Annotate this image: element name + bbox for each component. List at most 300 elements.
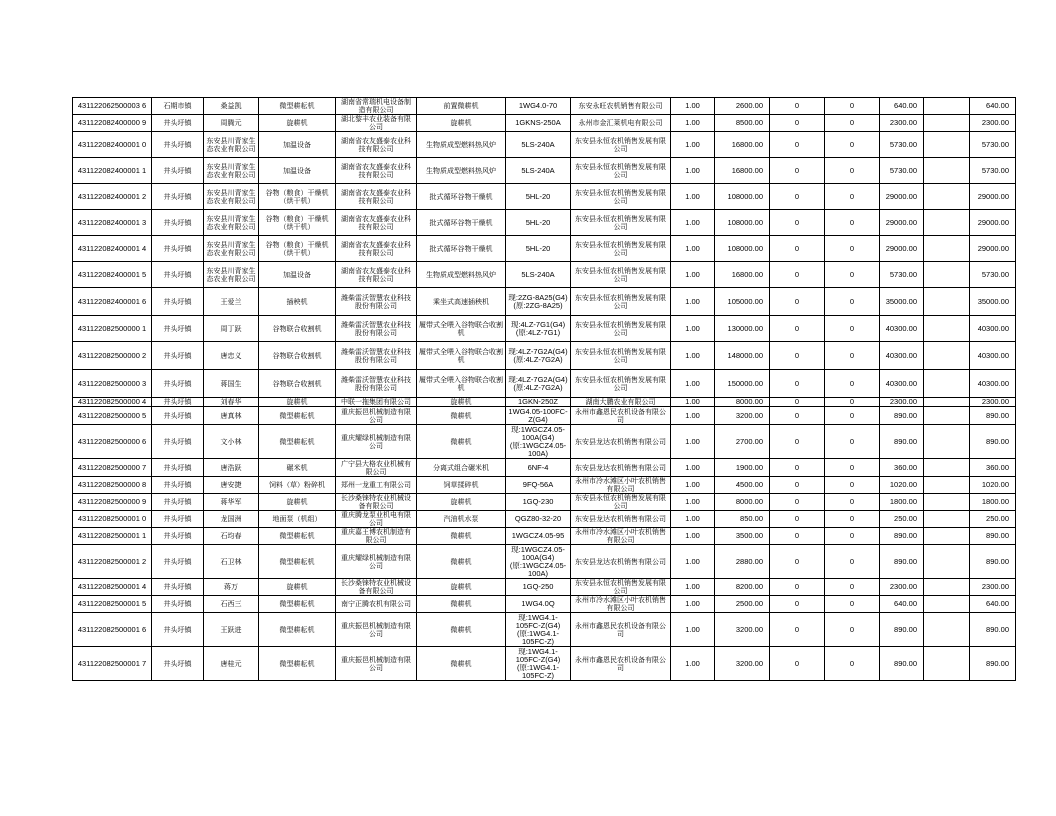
dealer-cell: 东安县永恒农机销售发展有限公司 xyxy=(571,158,671,184)
price-cell: 2600.00 xyxy=(715,98,770,115)
price-cell: 3200.00 xyxy=(715,647,770,681)
record-id-cell: 431122082400001 2 xyxy=(73,184,152,210)
maker-cell: 重庆振邑机械制造有限公司 xyxy=(336,647,417,681)
table-row xyxy=(73,459,1016,477)
town-cell: 井头圩镇 xyxy=(152,184,204,210)
table-row xyxy=(73,407,1016,425)
col-b-cell: 0 xyxy=(825,425,880,459)
product-cell: 微耕机 xyxy=(417,407,506,425)
subsidy-cell: 890.00 xyxy=(880,425,924,459)
col-a-cell: 0 xyxy=(770,511,825,528)
blank-cell xyxy=(924,459,970,477)
owner-cell: 东安县川青家生态农业有限公司 xyxy=(204,236,259,262)
product-cell: 旋耕机 xyxy=(417,398,506,407)
price-cell: 8500.00 xyxy=(715,115,770,132)
owner-cell: 唐桂元 xyxy=(204,647,259,681)
subsidy-cell: 1800.00 xyxy=(880,494,924,511)
record-id-cell: 431122082500001 5 xyxy=(73,596,152,613)
total-cell: 890.00 xyxy=(970,528,1016,545)
total-cell: 2300.00 xyxy=(970,579,1016,596)
dealer-cell: 永州市鑫恩民农机设备有限公司 xyxy=(571,613,671,647)
col-b-cell: 0 xyxy=(825,511,880,528)
category-cell: 旋耕机 xyxy=(259,494,336,511)
col-b-cell: 0 xyxy=(825,342,880,370)
record-id-cell: 431122082500000 5 xyxy=(73,407,152,425)
table-row xyxy=(73,288,1016,316)
model-cell: 1GQ-250 xyxy=(506,579,571,596)
quantity-cell: 1.00 xyxy=(671,407,715,425)
record-id-cell: 431122082500000 9 xyxy=(73,494,152,511)
owner-cell: 桑益凯 xyxy=(204,98,259,115)
product-cell: 履带式全喂入谷物联合收割机 xyxy=(417,370,506,398)
quantity-cell: 1.00 xyxy=(671,477,715,494)
product-cell: 前置微耕机 xyxy=(417,98,506,115)
category-cell: 碾米机 xyxy=(259,459,336,477)
col-b-cell: 0 xyxy=(825,115,880,132)
product-cell: 批式循环谷物干燥机 xyxy=(417,210,506,236)
record-id-cell: 431122082500000 7 xyxy=(73,459,152,477)
subsidy-cell: 40300.00 xyxy=(880,342,924,370)
maker-cell: 湖北黎丰农业装备有限公司 xyxy=(336,115,417,132)
subsidy-cell: 29000.00 xyxy=(880,236,924,262)
price-cell: 148000.00 xyxy=(715,342,770,370)
owner-cell: 东安县川青家生态农业有限公司 xyxy=(204,132,259,158)
product-cell: 生物质成型燃料热风炉 xyxy=(417,158,506,184)
category-cell: 旋耕机 xyxy=(259,398,336,407)
col-b-cell: 0 xyxy=(825,398,880,407)
product-cell: 生物质成型燃料热风炉 xyxy=(417,132,506,158)
table-row xyxy=(73,184,1016,210)
model-cell: 5HL-20 xyxy=(506,236,571,262)
col-b-cell: 0 xyxy=(825,494,880,511)
col-a-cell: 0 xyxy=(770,288,825,316)
dealer-cell: 东安县永恒农机销售发展有限公司 xyxy=(571,132,671,158)
total-cell: 890.00 xyxy=(970,613,1016,647)
product-cell: 汽油机水泵 xyxy=(417,511,506,528)
blank-cell xyxy=(924,613,970,647)
total-cell: 640.00 xyxy=(970,596,1016,613)
owner-cell: 唐真林 xyxy=(204,407,259,425)
price-cell: 2700.00 xyxy=(715,425,770,459)
blank-cell xyxy=(924,494,970,511)
blank-cell xyxy=(924,545,970,579)
record-id-cell: 431122082500001 7 xyxy=(73,647,152,681)
maker-cell: 潍柴雷沃智慧农业科技股份有限公司 xyxy=(336,288,417,316)
maker-cell: 潍柴雷沃智慧农业科技股份有限公司 xyxy=(336,316,417,342)
col-a-cell: 0 xyxy=(770,98,825,115)
maker-cell: 重庆耀绿机械制造有限公司 xyxy=(336,545,417,579)
maker-cell: 湖南省农友盛泰农业科技有限公司 xyxy=(336,132,417,158)
model-cell: 现:1WGCZ4.05-100A(G4)(原:1WGCZ4.05-100A) xyxy=(506,545,571,579)
subsidy-cell: 2300.00 xyxy=(880,398,924,407)
model-cell: 5LS-240A xyxy=(506,158,571,184)
col-a-cell: 0 xyxy=(770,262,825,288)
col-a-cell: 0 xyxy=(770,370,825,398)
owner-cell: 蒋万 xyxy=(204,579,259,596)
subsidy-cell: 1020.00 xyxy=(880,477,924,494)
price-cell: 1900.00 xyxy=(715,459,770,477)
col-b-cell: 0 xyxy=(825,545,880,579)
price-cell: 850.00 xyxy=(715,511,770,528)
record-id-cell: 431122082500001 2 xyxy=(73,545,152,579)
table-body xyxy=(73,98,1016,681)
record-id-cell: 431122082400001 6 xyxy=(73,288,152,316)
maker-cell: 湖南省农友盛泰农业科技有限公司 xyxy=(336,158,417,184)
maker-cell: 湖南省常瑞机电设备制造有限公司 xyxy=(336,98,417,115)
blank-cell xyxy=(924,511,970,528)
table-row xyxy=(73,545,1016,579)
quantity-cell: 1.00 xyxy=(671,459,715,477)
subsidy-cell: 29000.00 xyxy=(880,210,924,236)
record-id-cell: 431122062500003 6 xyxy=(73,98,152,115)
record-id-cell: 431122082500000 4 xyxy=(73,398,152,407)
town-cell: 井头圩镇 xyxy=(152,528,204,545)
town-cell: 井头圩镇 xyxy=(152,370,204,398)
table-row xyxy=(73,262,1016,288)
dealer-cell: 东安永旺农机销售有限公司 xyxy=(571,98,671,115)
col-b-cell: 0 xyxy=(825,98,880,115)
maker-cell: 潍柴雷沃智慧农业科技股份有限公司 xyxy=(336,370,417,398)
price-cell: 150000.00 xyxy=(715,370,770,398)
quantity-cell: 1.00 xyxy=(671,425,715,459)
quantity-cell: 1.00 xyxy=(671,184,715,210)
model-cell: 9FQ-56A xyxy=(506,477,571,494)
table-row xyxy=(73,579,1016,596)
dealer-cell: 东安县永恒农机销售发展有限公司 xyxy=(571,184,671,210)
owner-cell: 刘春华 xyxy=(204,398,259,407)
town-cell: 井头圩镇 xyxy=(152,494,204,511)
price-cell: 16800.00 xyxy=(715,158,770,184)
dealer-cell: 东安县永恒农机销售发展有限公司 xyxy=(571,236,671,262)
model-cell: 1WG4.0-70 xyxy=(506,98,571,115)
col-a-cell: 0 xyxy=(770,528,825,545)
product-cell: 批式循环谷物干燥机 xyxy=(417,236,506,262)
owner-cell: 蒋华军 xyxy=(204,494,259,511)
model-cell: 现:4LZ-7G1(G4)(原:4LZ-7G1) xyxy=(506,316,571,342)
record-id-cell: 431122082400000 9 xyxy=(73,115,152,132)
dealer-cell: 永州市金汇莱机电有限公司 xyxy=(571,115,671,132)
model-cell: 现:1WG4.1-105FC-Z(G4)(原:1WG4.1-105FC-Z) xyxy=(506,647,571,681)
model-cell: 1GQ-230 xyxy=(506,494,571,511)
price-cell: 130000.00 xyxy=(715,316,770,342)
quantity-cell: 1.00 xyxy=(671,545,715,579)
quantity-cell: 1.00 xyxy=(671,528,715,545)
col-b-cell: 0 xyxy=(825,528,880,545)
total-cell: 2300.00 xyxy=(970,398,1016,407)
blank-cell xyxy=(924,132,970,158)
table-row xyxy=(73,511,1016,528)
model-cell: 现:4LZ-7G2A(G4)(原:4LZ-7G2A) xyxy=(506,342,571,370)
col-b-cell: 0 xyxy=(825,184,880,210)
maker-cell: 重庆嘉王博农机制造有限公司 xyxy=(336,528,417,545)
blank-cell xyxy=(924,398,970,407)
dealer-cell: 东安县永恒农机销售发展有限公司 xyxy=(571,494,671,511)
category-cell: 微型耕耘机 xyxy=(259,596,336,613)
quantity-cell: 1.00 xyxy=(671,579,715,596)
category-cell: 谷物（粮食）干燥机（烘干机） xyxy=(259,184,336,210)
town-cell: 井头圩镇 xyxy=(152,425,204,459)
model-cell: 1GKN-250Z xyxy=(506,398,571,407)
price-cell: 3200.00 xyxy=(715,407,770,425)
record-id-cell: 431122082400001 0 xyxy=(73,132,152,158)
blank-cell xyxy=(924,407,970,425)
col-a-cell: 0 xyxy=(770,494,825,511)
table-row xyxy=(73,115,1016,132)
price-cell: 16800.00 xyxy=(715,132,770,158)
town-cell: 井头圩镇 xyxy=(152,262,204,288)
dealer-cell: 湖南大鹏农业有限公司 xyxy=(571,398,671,407)
col-b-cell: 0 xyxy=(825,236,880,262)
subsidy-cell: 35000.00 xyxy=(880,288,924,316)
quantity-cell: 1.00 xyxy=(671,494,715,511)
subsidy-cell: 890.00 xyxy=(880,407,924,425)
maker-cell: 湖南省农友盛泰农业科技有限公司 xyxy=(336,236,417,262)
model-cell: 5HL-20 xyxy=(506,184,571,210)
total-cell: 5730.00 xyxy=(970,158,1016,184)
total-cell: 890.00 xyxy=(970,425,1016,459)
quantity-cell: 1.00 xyxy=(671,596,715,613)
owner-cell: 文小林 xyxy=(204,425,259,459)
maker-cell: 重庆振邑机械制造有限公司 xyxy=(336,407,417,425)
total-cell: 29000.00 xyxy=(970,184,1016,210)
category-cell: 微型耕耘机 xyxy=(259,545,336,579)
subsidy-cell: 2300.00 xyxy=(880,115,924,132)
category-cell: 微型耕耘机 xyxy=(259,407,336,425)
total-cell: 29000.00 xyxy=(970,236,1016,262)
col-b-cell: 0 xyxy=(825,288,880,316)
town-cell: 井头圩镇 xyxy=(152,210,204,236)
col-a-cell: 0 xyxy=(770,545,825,579)
quantity-cell: 1.00 xyxy=(671,262,715,288)
subsidy-cell: 40300.00 xyxy=(880,316,924,342)
col-a-cell: 0 xyxy=(770,579,825,596)
dealer-cell: 东安县永恒农机销售发展有限公司 xyxy=(571,210,671,236)
total-cell: 890.00 xyxy=(970,647,1016,681)
quantity-cell: 1.00 xyxy=(671,398,715,407)
subsidy-cell: 5730.00 xyxy=(880,158,924,184)
product-cell: 微耕机 xyxy=(417,613,506,647)
maker-cell: 重庆耀绿机械制造有限公司 xyxy=(336,425,417,459)
model-cell: 5LS-240A xyxy=(506,132,571,158)
model-cell: 1GKNS-250A xyxy=(506,115,571,132)
town-cell: 井头圩镇 xyxy=(152,158,204,184)
category-cell: 加温设备 xyxy=(259,132,336,158)
dealer-cell: 东安县永恒农机销售发展有限公司 xyxy=(571,370,671,398)
town-cell: 井头圩镇 xyxy=(152,459,204,477)
category-cell: 微型耕耘机 xyxy=(259,98,336,115)
town-cell: 井头圩镇 xyxy=(152,407,204,425)
col-b-cell: 0 xyxy=(825,613,880,647)
maker-cell: 湖南省农友盛泰农业科技有限公司 xyxy=(336,210,417,236)
total-cell: 5730.00 xyxy=(970,262,1016,288)
product-cell: 分离式组合碾米机 xyxy=(417,459,506,477)
record-id-cell: 431122082500001 0 xyxy=(73,511,152,528)
subsidy-cell: 40300.00 xyxy=(880,370,924,398)
category-cell: 地面泵（机组） xyxy=(259,511,336,528)
quantity-cell: 1.00 xyxy=(671,210,715,236)
record-id-cell: 431122082500001 1 xyxy=(73,528,152,545)
table-row xyxy=(73,596,1016,613)
product-cell: 饲草揉碎机 xyxy=(417,477,506,494)
price-cell: 8000.00 xyxy=(715,398,770,407)
category-cell: 谷物联合收割机 xyxy=(259,316,336,342)
subsidy-cell: 2300.00 xyxy=(880,579,924,596)
model-cell: 1WG4.0Q xyxy=(506,596,571,613)
quantity-cell: 1.00 xyxy=(671,613,715,647)
table-row xyxy=(73,494,1016,511)
maker-cell: 重庆振邑机械制造有限公司 xyxy=(336,613,417,647)
owner-cell: 东安县川青家生态农业有限公司 xyxy=(204,184,259,210)
quantity-cell: 1.00 xyxy=(671,370,715,398)
category-cell: 插秧机 xyxy=(259,288,336,316)
price-cell: 105000.00 xyxy=(715,288,770,316)
model-cell: 1WGCZ4.05-95 xyxy=(506,528,571,545)
dealer-cell: 永州市鑫恩民农机设备有限公司 xyxy=(571,647,671,681)
product-cell: 微耕机 xyxy=(417,425,506,459)
total-cell: 5730.00 xyxy=(970,132,1016,158)
product-cell: 旋耕机 xyxy=(417,494,506,511)
dealer-cell: 东安县龙达农机销售有限公司 xyxy=(571,511,671,528)
town-cell: 井头圩镇 xyxy=(152,288,204,316)
col-a-cell: 0 xyxy=(770,316,825,342)
blank-cell xyxy=(924,579,970,596)
record-id-cell: 431122082400001 5 xyxy=(73,262,152,288)
product-cell: 微耕机 xyxy=(417,596,506,613)
price-cell: 16800.00 xyxy=(715,262,770,288)
col-b-cell: 0 xyxy=(825,647,880,681)
product-cell: 履带式全喂入谷物联合收割机 xyxy=(417,316,506,342)
quantity-cell: 1.00 xyxy=(671,288,715,316)
model-cell: 5HL-20 xyxy=(506,210,571,236)
col-a-cell: 0 xyxy=(770,459,825,477)
blank-cell xyxy=(924,115,970,132)
quantity-cell: 1.00 xyxy=(671,158,715,184)
model-cell: 现:2ZG-8A25(G4)(原:2ZG-8A25) xyxy=(506,288,571,316)
price-cell: 3200.00 xyxy=(715,613,770,647)
table-row xyxy=(73,342,1016,370)
owner-cell: 石卫林 xyxy=(204,545,259,579)
quantity-cell: 1.00 xyxy=(671,98,715,115)
product-cell: 生物质成型燃料热风炉 xyxy=(417,262,506,288)
quantity-cell: 1.00 xyxy=(671,132,715,158)
col-a-cell: 0 xyxy=(770,342,825,370)
col-b-cell: 0 xyxy=(825,316,880,342)
owner-cell: 唐忠义 xyxy=(204,342,259,370)
model-cell: QGZ80-32-20 xyxy=(506,511,571,528)
owner-cell: 周腾元 xyxy=(204,115,259,132)
col-a-cell: 0 xyxy=(770,425,825,459)
town-cell: 井头圩镇 xyxy=(152,342,204,370)
quantity-cell: 1.00 xyxy=(671,511,715,528)
table-row xyxy=(73,647,1016,681)
product-cell: 旋耕机 xyxy=(417,115,506,132)
price-cell: 8200.00 xyxy=(715,579,770,596)
subsidy-cell: 5730.00 xyxy=(880,132,924,158)
model-cell: 1WG4.05-100FC-Z(G4) xyxy=(506,407,571,425)
price-cell: 8000.00 xyxy=(715,494,770,511)
record-id-cell: 431122082500000 8 xyxy=(73,477,152,494)
col-a-cell: 0 xyxy=(770,398,825,407)
col-a-cell: 0 xyxy=(770,613,825,647)
col-b-cell: 0 xyxy=(825,132,880,158)
blank-cell xyxy=(924,477,970,494)
category-cell: 微型耕耘机 xyxy=(259,647,336,681)
total-cell: 360.00 xyxy=(970,459,1016,477)
price-cell: 2880.00 xyxy=(715,545,770,579)
dealer-cell: 东安县永恒农机销售发展有限公司 xyxy=(571,342,671,370)
subsidy-cell: 250.00 xyxy=(880,511,924,528)
col-a-cell: 0 xyxy=(770,132,825,158)
owner-cell: 周丁跃 xyxy=(204,316,259,342)
category-cell: 饲料（草）粉碎机 xyxy=(259,477,336,494)
table-row xyxy=(73,370,1016,398)
product-cell: 微耕机 xyxy=(417,528,506,545)
total-cell: 40300.00 xyxy=(970,316,1016,342)
table-row xyxy=(73,236,1016,262)
col-a-cell: 0 xyxy=(770,184,825,210)
town-cell: 石期市镇 xyxy=(152,98,204,115)
quantity-cell: 1.00 xyxy=(671,115,715,132)
town-cell: 井头圩镇 xyxy=(152,596,204,613)
blank-cell xyxy=(924,184,970,210)
model-cell: 现:4LZ-7G2A(G4)(原:4LZ-7G2A) xyxy=(506,370,571,398)
owner-cell: 东安县川青家生态农业有限公司 xyxy=(204,262,259,288)
maker-cell: 湖南省农友盛泰农业科技有限公司 xyxy=(336,262,417,288)
col-b-cell: 0 xyxy=(825,210,880,236)
dealer-cell: 东安县永恒农机销售发展有限公司 xyxy=(571,262,671,288)
product-cell: 旋耕机 xyxy=(417,579,506,596)
owner-cell: 东安县川青家生态农业有限公司 xyxy=(204,210,259,236)
blank-cell xyxy=(924,316,970,342)
record-id-cell: 431122082500000 6 xyxy=(73,425,152,459)
blank-cell xyxy=(924,262,970,288)
product-cell: 乘坐式高速插秧机 xyxy=(417,288,506,316)
category-cell: 谷物（粮食）干燥机（烘干机） xyxy=(259,236,336,262)
town-cell: 井头圩镇 xyxy=(152,477,204,494)
col-a-cell: 0 xyxy=(770,158,825,184)
blank-cell xyxy=(924,370,970,398)
category-cell: 微型耕耘机 xyxy=(259,528,336,545)
blank-cell xyxy=(924,425,970,459)
model-cell: 现:1WGCZ4.05-100A(G4)(原:1WGCZ4.05-100A) xyxy=(506,425,571,459)
price-cell: 108000.00 xyxy=(715,236,770,262)
owner-cell: 东安县川青家生态农业有限公司 xyxy=(204,158,259,184)
record-id-cell: 431122082400001 4 xyxy=(73,236,152,262)
record-id-cell: 431122082500001 6 xyxy=(73,613,152,647)
maker-cell: 长沙桑铼特农业机械设备有限公司 xyxy=(336,579,417,596)
price-cell: 108000.00 xyxy=(715,184,770,210)
dealer-cell: 永州市冷水滩区小叶农机销售有限公司 xyxy=(571,528,671,545)
record-id-cell: 431122082500000 1 xyxy=(73,316,152,342)
table-row xyxy=(73,398,1016,407)
record-id-cell: 431122082500000 2 xyxy=(73,342,152,370)
maker-cell: 重庆腾龙泵业机电有限公司 xyxy=(336,511,417,528)
product-cell: 微耕机 xyxy=(417,545,506,579)
owner-cell: 王爱兰 xyxy=(204,288,259,316)
quantity-cell: 1.00 xyxy=(671,236,715,262)
dealer-cell: 永州市冷水滩区小叶农机销售有限公司 xyxy=(571,596,671,613)
quantity-cell: 1.00 xyxy=(671,647,715,681)
town-cell: 井头圩镇 xyxy=(152,579,204,596)
maker-cell: 长沙桑铼特农业机械设备有限公司 xyxy=(336,494,417,511)
price-cell: 2500.00 xyxy=(715,596,770,613)
category-cell: 旋耕机 xyxy=(259,115,336,132)
col-a-cell: 0 xyxy=(770,596,825,613)
table-row xyxy=(73,210,1016,236)
subsidy-cell: 640.00 xyxy=(880,98,924,115)
total-cell: 1020.00 xyxy=(970,477,1016,494)
blank-cell xyxy=(924,98,970,115)
